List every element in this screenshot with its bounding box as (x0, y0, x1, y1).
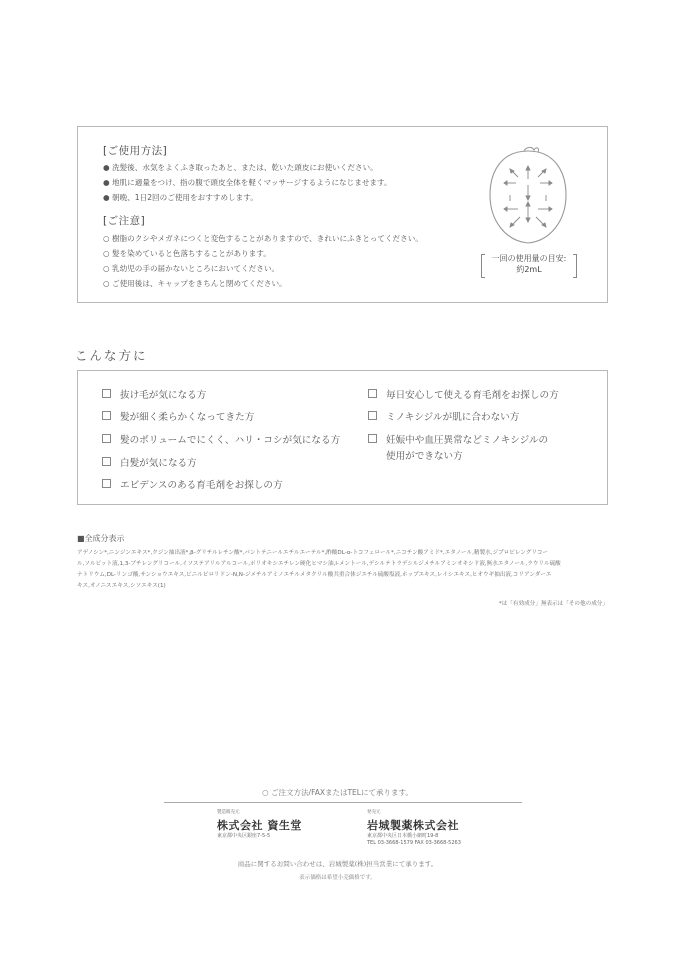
bullet-icon: ○ (103, 234, 110, 243)
caution-item-text: 樹脂のクシやメガネにつくと変色することがありますので、きれいにふきとってください。 (112, 234, 423, 243)
maker-label: 製造販売元 (217, 810, 240, 815)
head-massage-icon (482, 145, 574, 255)
ingredients-line: アデノシン*,ニンジンエキス*,クジン抽出液*,β-グリチルレチン酸*,パントテニールエチルエーテル*,酢酸DL-α-トコフェロール*,ニコチン酸アミド*,エタノール,精製水,ジプロピレングリコー (77, 550, 549, 556)
usage-item (103, 162, 378, 173)
checkbox-icon (102, 479, 111, 488)
seller-label: 発売元 (367, 810, 381, 815)
bullet-icon: ● (103, 163, 110, 172)
seller-name: 岩城製薬株式会社 (367, 819, 459, 832)
usage-title: [ご使用方法] (103, 145, 168, 157)
checklist-text: 白髪が気になる方 (120, 458, 197, 469)
caution-item (103, 248, 271, 259)
order-method: ○ ご注文方法/FAXまたはTELにて承ります。 (262, 788, 413, 797)
checkbox-icon (368, 411, 377, 420)
checklist-text: ミノキシジルが肌に合わない方 (386, 412, 520, 423)
usage-item-text: 朝晩、1日2回のご使用をおすすめします。 (112, 193, 258, 202)
caution-item (103, 233, 423, 244)
checklist-text: 妊娠中や血圧異常などミノキシジルの (386, 435, 549, 446)
target-title: こんな方に (75, 348, 148, 363)
checklist-item (102, 477, 283, 491)
usage-item-text: 地肌に適量をつけ、指の腹で頭皮全体を軽くマッサージするようになじませます。 (112, 178, 392, 187)
caution-title: [ご注意] (103, 215, 146, 227)
checklist-item (102, 387, 206, 401)
target-checklist (77, 370, 608, 505)
ingredients-note: *は「有効成分」無表示は「その他の成分」 (498, 601, 608, 607)
checkbox-icon (368, 434, 377, 443)
checkbox-icon (102, 411, 111, 420)
checklist-text: 抜け毛が気になる方 (120, 390, 207, 401)
bullet-icon: ○ (103, 264, 110, 273)
ingredients-line: キス,オノニスエキス,シソエキス(1) (77, 583, 166, 589)
bullet-icon: ○ (103, 279, 110, 288)
checkbox-icon (102, 434, 111, 443)
caution-item-text: 乳幼児の手の届かないところにおいてください。 (112, 264, 280, 273)
ingredients-line: ル,ソルビット液,1,3-ブチレングリコール,イソステアリルアルコール,ポリオキシエチレン硬化ヒマシ油,l-メントール,デシルテトラデシルジメチルアミンオキシド液,無水エタノール,ラウリル硫酸 (77, 561, 561, 567)
checklist-item (102, 409, 254, 423)
bracket-right-icon (573, 254, 577, 278)
checklist-text: エビデンスのある育毛剤をお探しの方 (120, 480, 283, 491)
maker-address: 東京都中央区銀座7-5-5 (217, 833, 271, 839)
usage-item (103, 177, 392, 188)
checkbox-icon (102, 457, 111, 466)
bullet-icon: ● (103, 193, 110, 202)
amount-label: 一回の使用量の目安: (491, 254, 567, 263)
amount-guide (481, 253, 577, 275)
maker-name: 株式会社 資生堂 (217, 819, 302, 832)
bracket-left-icon (481, 254, 485, 278)
ingredients-title: ■全成分表示 (77, 534, 125, 543)
bullet-icon: ● (103, 178, 110, 187)
checklist-text: 毎日安心して使える育毛剤をお探しの方 (386, 390, 559, 401)
contact-info: 商品に関するお問い合わせは、岩城製薬(株)担当営業にて承ります。 (237, 860, 438, 868)
caution-item-text: ご使用後は、キャップをきちんと閉めてください。 (112, 279, 287, 288)
checkbox-icon (368, 389, 377, 398)
checklist-text: 髪が細く柔らかくなってきた方 (120, 412, 255, 423)
bullet-icon: ○ (103, 249, 110, 258)
checklist-item (102, 432, 340, 446)
footer-divider (164, 802, 522, 803)
checklist-text: 髪のボリュームでにくく、ハリ・コシが気になる方 (120, 435, 341, 446)
checkbox-icon (102, 389, 111, 398)
price-note: 表示価格は希望小売価格です。 (299, 875, 376, 881)
caution-item-text: 髪を染めていると色落ちすることがあります。 (112, 249, 271, 258)
usage-item-text: 洗髪後、水気をよくふき取ったあと、または、乾いた頭皮にお使いください。 (112, 163, 378, 172)
checklist-item (368, 432, 548, 446)
checklist-item (102, 455, 197, 469)
seller-address: 東京都中央区日本橋小網町19-8 (367, 833, 439, 839)
amount-value: 約2mL (516, 265, 542, 274)
caution-item (103, 278, 287, 289)
checklist-text-continued: 使用ができない方 (386, 451, 463, 462)
ingredients-line: ナトリウム,DL-リンゴ酸,サンショウエキス,ビニルピロリドン-N,N-ジメチルアミノエチルメタクリル酸共重合体ジエチル硫酸塩液,ホップエキス,レイシエキス,ヒオウギ抽出液,コリアンダーエ (77, 572, 552, 578)
usage-item (103, 192, 258, 203)
caution-item (103, 263, 279, 274)
checklist-item (368, 409, 519, 423)
checklist-item (368, 387, 559, 401)
usage-box (77, 126, 608, 303)
seller-tel: TEL 03-3668-1579 FAX 03-3668-5263 (367, 840, 461, 846)
